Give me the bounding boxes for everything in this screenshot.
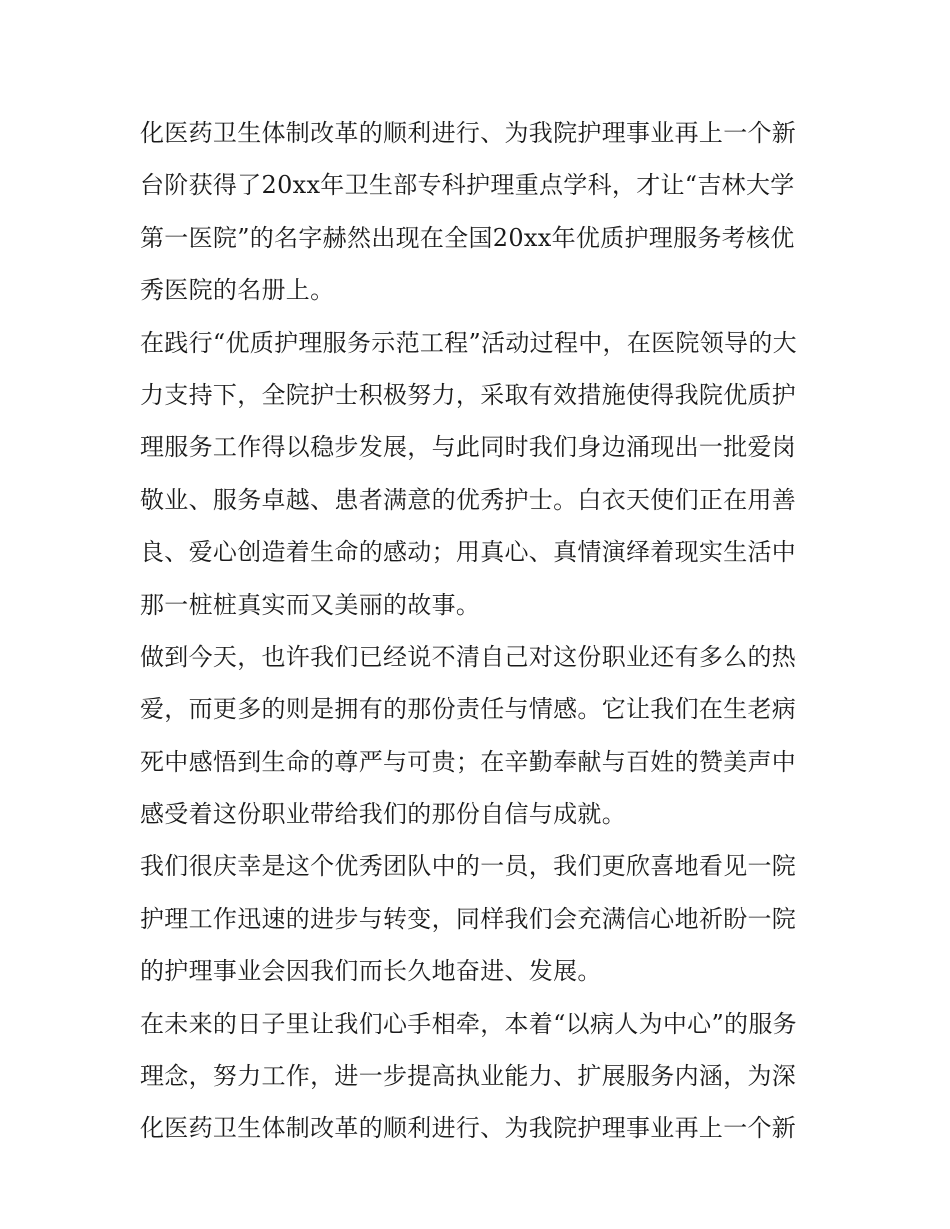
text-line-11: 做到今天，也许我们已经说不清自己对这份职业还有多么的热	[140, 642, 797, 671]
text-line-1: 化医药卫生体制改革的顺利进行、为我院护理事业再上一个新	[140, 119, 797, 147]
text-line-20: 化医药卫生体制改革的顺利进行、为我院护理事业再上一个新	[140, 1114, 797, 1143]
text-line-4: 秀医院的名册上。	[140, 276, 335, 305]
text-line-8: 敬业、服务卓越、患者满意的优秀护士。白衣天使们正在用善	[140, 485, 797, 514]
text-line-6: 力支持下，全院护士积极努力，采取有效措施使得我院优质护	[140, 380, 797, 409]
text-line-7: 理服务工作得以稳步发展，与此同时我们身边涌现出一批爱岗	[140, 433, 797, 462]
text-line-18: 在未来的日子里让我们心手相牵，本着“以病人为中心”的服务	[140, 1009, 797, 1038]
document-body	[140, 107, 810, 1155]
text-line-14: 感受着这份职业带给我们的那份自信与成就。	[140, 800, 626, 829]
text-line-9: 良、爱心创造着生命的感动；用真心、真情演绎着现实生活中	[140, 538, 797, 567]
text-line-19: 理念，努力工作，进一步提高执业能力、扩展服务内涵，为深	[140, 1062, 797, 1091]
text-line-5: 在践行“优质护理服务示范工程”活动过程中，在医院领导的大	[140, 328, 797, 357]
text-line-12: 爱，而更多的则是拥有的那份责任与情感。它让我们在生老病	[140, 695, 797, 724]
text-line-3: 第一医院”的名字赫然出现在全国20xx年优质护理服务考核优	[140, 223, 795, 252]
text-line-15: 我们很庆幸是这个优秀团队中的一员，我们更欣喜地看见一院	[140, 852, 797, 881]
text-line-17: 的护理事业会因我们而长久地奋进、发展。	[140, 957, 602, 986]
text-line-16: 护理工作迅速的进步与转变，同样我们会充满信心地祈盼一院	[140, 904, 797, 933]
text-line-13: 死中感悟到生命的尊严与可贵；在辛勤奉献与百姓的赞美声中	[140, 747, 797, 776]
text-line-2: 台阶获得了20xx年卫生部专科护理重点学科，才让“吉林大学	[140, 171, 795, 200]
text-line-10: 那一桩桩真实而又美丽的故事。	[140, 590, 481, 619]
